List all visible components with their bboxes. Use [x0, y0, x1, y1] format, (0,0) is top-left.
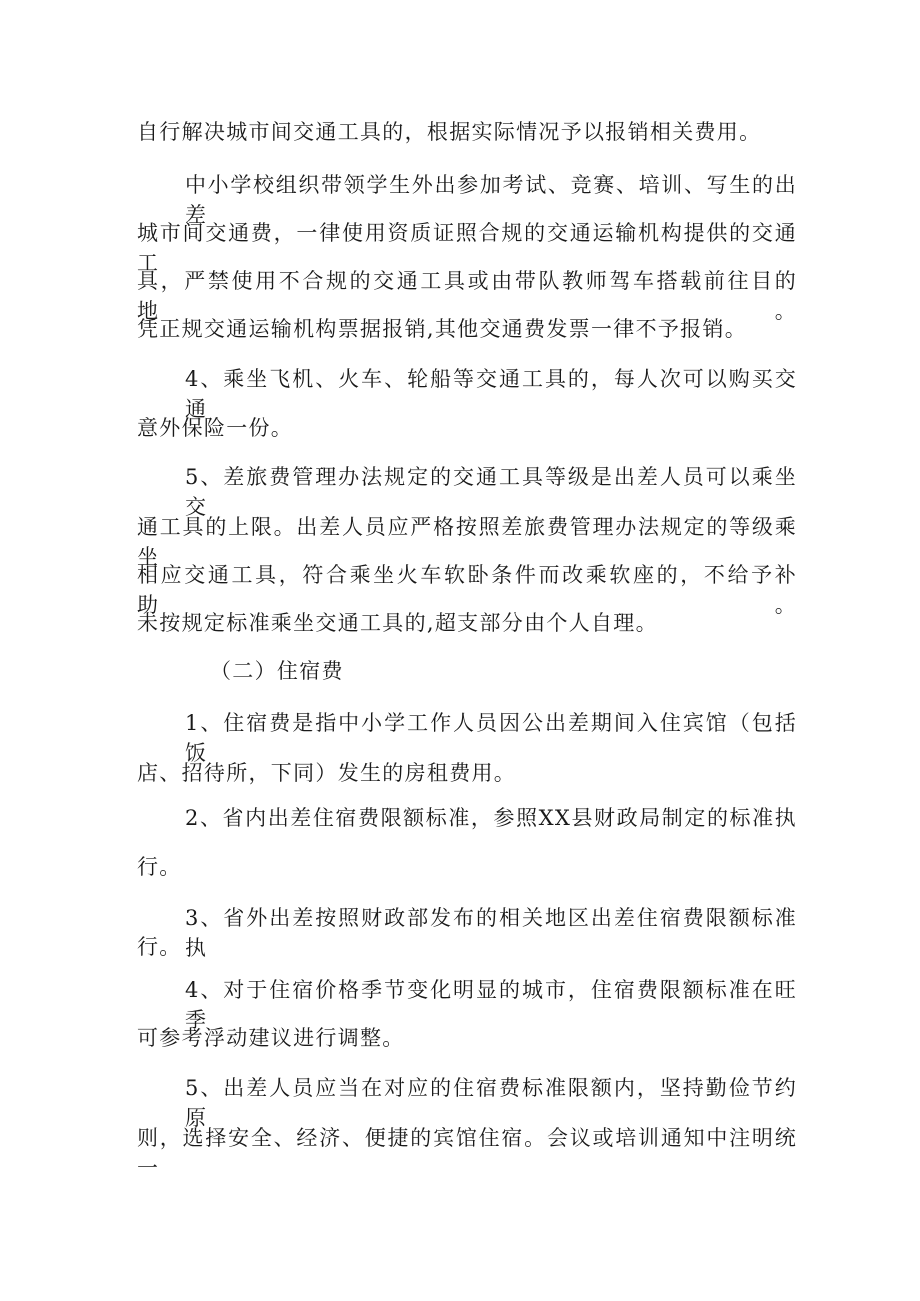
text-line: 未按规定标准乘坐交通工具的,超支部分由个人自理。 — [137, 611, 658, 635]
text-line: 行。 — [137, 935, 182, 959]
text-line: 中小学校组织带领学生外出参加考试、竞赛、培训、写生的出差 — [185, 173, 797, 227]
text-line: 通工具的上限。出差人员应严格按照差旅费管理办法规定的等级乘坐 — [137, 515, 797, 569]
text-line: 4、乘坐飞机、火车、轮船等交通工具的，每人次可以购买交通 — [185, 367, 797, 421]
text-line: 自行解决城市间交通工具的，根据实际情况予以报销相关费用。 — [137, 120, 762, 144]
text-line: 5、差旅费管理办法规定的交通工具等级是出差人员可以乘坐交 — [185, 465, 797, 519]
text-line: 4、对于住宿价格季节变化明显的城市，住宿费限额标准在旺季 — [185, 978, 797, 1032]
text-line: 3、省外出差按照财政部发布的相关地区出差住宿费限额标准执 — [185, 906, 797, 960]
text-line: 2、省内出差住宿费限额标准，参照XX县财政局制定的标准执 — [185, 806, 797, 830]
text-line: 相应交通工具，符合乘坐火车软卧条件而改乘软座的，不给予补助。 — [137, 563, 797, 617]
text-line: 意外保险一份。 — [137, 416, 294, 440]
text-line: 具，严禁使用不合规的交通工具或由带队教师驾车搭载前往目的地。 — [137, 269, 797, 323]
text-line: 1、住宿费是指中小学工作人员因公出差期间入住宾馆（包括饭 — [185, 711, 797, 765]
text-line: 凭正规交通运输机构票据报销,其他交通费发票一律不予报销。 — [137, 317, 748, 341]
text-line: 城市间交通费，一律使用资质证照合规的交通运输机构提供的交通工 — [137, 221, 797, 275]
section-heading: （二）住宿费 — [210, 659, 344, 683]
text-line: 可参考浮动建议进行调整。 — [137, 1026, 405, 1050]
text-line: 行。 — [137, 855, 182, 879]
text-line: 5、出差人员应当在对应的住宿费标准限额内，坚持勤俭节约原 — [185, 1076, 797, 1130]
text-line: 则，选择安全、经济、便捷的宾馆住宿。会议或培训通知中注明统一 — [137, 1126, 797, 1180]
text-line: 店、招待所，下同）发生的房租费用。 — [137, 761, 517, 785]
